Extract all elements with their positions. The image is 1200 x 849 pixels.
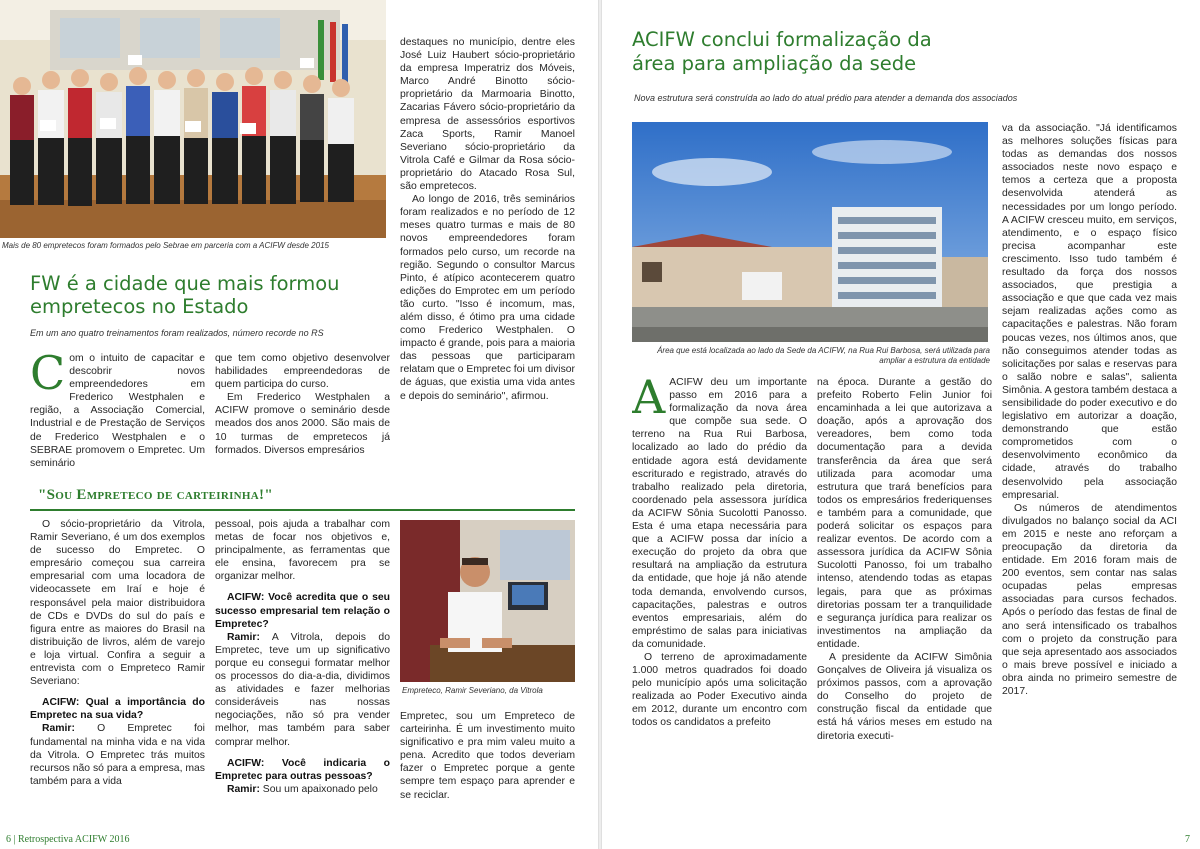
interview-question: ACIFW: Você indicaria o Empretec para outras pessoas? [215, 757, 390, 782]
interview-box-title: "Sou Empreteco de carteirinha!" [38, 487, 273, 503]
article-paragraph: O terreno de aproximadamente 1.000 metros quadrados foi doado pelo município após uma solicitação realizada ao Poder Executivo ainda em 2012, durante um encontro com todos os candidatos a prefeito [632, 651, 807, 729]
article-paragraph: Em Frederico Westphalen a ACIFW promove o seminário desde meados dos anos 2000. São mais de 10 turmas de empretecos já formados. Diversos empresários [215, 392, 390, 456]
interview-column-3 [400, 710, 575, 825]
interview-speaker: Ramir: [42, 723, 75, 735]
article-paragraph: Os números de atendimentos divulgados no balanço social da ACI em 2015 e neste ano reforçam a preocupação da diretoria da entidade. Em 2016 foram mais de 200 eventos, sem contar nas salas ocupadas pelas empresas associadas para cursos fechados. Após o período das festas de final de ano será intensificado os trabalhos com o projeto da construção para que seja apresentado aos associados o mais breve possível e iniciado a obra ainda no primeiro semestre de 2017. [1002, 502, 1177, 698]
interview-answer: Empretec, sou um Empreteco de carteirinha. É um investimento muito significativo e pra mim valeu muito a pena. Acredito que todos deveriam fazer o Empretec porque a gente sempre tem espaço para aprender e se reciclar. [400, 711, 575, 801]
article-column-2 [817, 376, 992, 828]
photo-caption: Mais de 80 empretecos foram formados pelo Sebrae em parceria com a ACIFW desde 2015 [2, 241, 329, 250]
article-paragraph: na época. Durante a gestão do prefeito Roberto Felin Junior foi encaminhada a lei que autorizava a doação, após a aprovação dos vereadores, bem como toda documentação para a devida transferência da área que será utilizada para acomodar uma estrutura que trará benefícios para todos os empresários frederiquenses e também para a comunidade, que poderá solicitar os espaços para realizar eventos. De acordo com a assessora jurídica da ACIFW Sônia Sucolotti Panosso, foi um trabalho intenso, atendendo todas as etapas legais, para que as próximas diretorias possam ter a tranquilidade e segurança jurídica para realizar os investimentos na ampliação da entidade. [817, 377, 992, 650]
group-photo [0, 0, 386, 238]
article-text: om o intuito de capacitar e descobrir novos empreendedores em Frederico Westphalen e região, a Associação Comercial, Industrial e de Prestação de Serviços de Frederico Westphalen e o SEBRAE promovem o Empretec. Um seminário [30, 353, 205, 469]
drop-cap: A [632, 376, 666, 424]
article-column-1 [632, 376, 807, 828]
article-paragraph: Ao longo de 2016, três seminários foram realizados e no período de 12 meses quatro turmas e mais de 80 novos empreendedores foram formados pelo curso, um recorde na região. Segundo o consultor Marcus Pinto, é atípico acontecerem quatro edições do Emprotec em um período tão curto. "Isso é incomum, mas, além disso, é ótimo pra uma cidade como Frederico Westphalen. O impacto é grande, pois para a maioria das pessoas que participaram relatam que o Empretec foi um divisor de águas, que existia uma vida antes e depois do seminário", afirmou. [400, 194, 575, 402]
right-page [602, 0, 1200, 849]
page-folio-left: 6 | Retrospectiva ACIFW 2016 [6, 834, 130, 845]
portrait-photo [400, 520, 575, 682]
article-column-2 [215, 352, 390, 477]
article-column-1 [30, 352, 205, 477]
drop-cap: C [30, 352, 66, 400]
interview-question: ACIFW: Você acredita que o seu sucesso empresarial tem relação o Empretec? [215, 592, 390, 630]
article-column-3 [1002, 122, 1177, 828]
interview-box-rule [30, 509, 575, 511]
interview-column-2 [215, 518, 390, 823]
page-subheadline: Em um ano quatro treinamentos foram realizados, número recorde no RS [30, 328, 324, 338]
page-headline: ACIFW conclui formalização da área para ampliação da sede [632, 28, 932, 75]
article-paragraph: A presidente da ACIFW Simônia Gonçalves de Oliveira já visualiza os próximos passos, com a aprovação do Conselho do projeto de construção fiscal da entidade que está há vários meses em estudo na diretoria executi- [817, 651, 992, 742]
page-subheadline: Nova estrutura será construída ao lado do atual prédio para atender a demanda dos associados [634, 93, 1018, 103]
interview-speaker: Ramir: [227, 631, 260, 643]
building-photo [632, 122, 988, 342]
interview-answer: pessoal, pois ajuda a trabalhar com metas de focar nos objetivos e, principalmente, as ferramentas que ele ensina, favorecem pra se organizar melhor. [215, 519, 390, 583]
article-paragraph: destaques no município, dentre eles José Luiz Haubert sócio-proprietário da empresa Imperatriz dos Móveis, Marco André Binotto sócio-proprietário da Marmoaria Binotto, Zacarias Fávero sócio-proprietário da empresa de assessórios esportivos Zaca Sports, Ramir Manoel Severiano sócio-proprietário da Vitrola Café e Gilmar da Rosa sócio-proprietário do Atacado Rosa Sul, são empretecos. [400, 37, 575, 193]
interview-answer: Sou um apaixonado pelo [259, 783, 378, 795]
left-page [0, 0, 598, 849]
interview-answer: O Empretec foi fundamental na minha vida e na vida da Vitrola. O Empretec trás muitos recursos não só para a empresa, mas também para a vida [30, 723, 205, 787]
interview-answer: A Vitrola, depois do Empretec, teve um up significativo porque eu consegui formatar melhor os processos do dia-a-dia, dividimos as atividades e fazer melhorias consideráveis nas nossas negociações, não só pra vender melhor, mas também para saber comprar melhor. [215, 631, 390, 748]
interview-speaker: Ramir: [227, 783, 260, 795]
interview-intro: O sócio-proprietário da Vitrola, Ramir Severiano, é um dos exemplos de sucesso do Empretec. O empresário começou sua carreira empresarial com uma locadora de videocassete em Iraí e hoje é responsável pela maior distribuidora de CDs e DVDs do sul do país e figura entre as maiores do Brasil na distribuição de livros, além de varejo e loja virtual. Confira a seguir a entrevista com o Empreteco Ramir Severiano: [30, 519, 205, 688]
article-column-3 [400, 36, 575, 478]
photo-caption: Área que está localizada ao lado da Sede da ACIFW, na Rua Rui Barbosa, será utilizada para ampliar a estrutura da entidade [657, 346, 990, 365]
article-paragraph: que tem como objetivo desenvolver habilidades empreendedoras de quem participa do curso. [215, 353, 390, 391]
article-text: ACIFW deu um importante passo em 2016 para a formalização da nova área que compõe sua sede. O terreno na Rua Rui Barbosa, localizado ao lado do prédio da entidade agora está devidamente escriturado e registrado, através do trabalho realizado pela diretoria, coordenado pela assessora jurídica da ACIFW Sônia Sucolotti Panosso. Esta é uma etapa necessária para que a ACIFW possa dar início a execução do projeto da obra que resultará na ampliação da estrutura da entidade, que hoje já não atende toda demanda, envolvendo cursos, capacitações, palestras e outros eventos empresariais, além do empréstimo de salas para iniciativas da comunidade. [632, 377, 807, 650]
article-paragraph: va da associação. "Já identificamos as melhores soluções físicas para todas as demandas dos nossos associados neste novo espaço e temos a certeza que a proposta desenvolvida atenderá as necessidades por um longo período. A ACIFW cresceu muito, em serviços, atendimento, e o espaço físico precisa acompanhar este crescimento. Isso tudo também é resultado da força dos nossos associados, que prestigia a associação e que que cada vez mais sejam realizadas ações como as capacitações e palestras. Não foram poucas vezes, nos últimos anos, que não conseguimos atender todas as solicitações por salas e reservas para o salão nobre e salas", salienta Simônia. A gestora também destaca a sensibilidade do poder executivo e do legislativo em autorizar a doação, demonstrando que estão comprometidos com o desenvolvimento econômico da cidade, através do trabalho desenvolvido pela associação empresarial. [1002, 123, 1177, 501]
portrait-caption: Empreteco, Ramir Severiano, da Vitrola [402, 686, 543, 695]
page-headline: FW é a cidade que mais formou empretecos no Estado [30, 272, 340, 318]
page-folio-right: 7 [1185, 834, 1190, 845]
interview-question: ACIFW: Qual a importância do Empretec na sua vida? [30, 697, 205, 722]
interview-column-1 [30, 518, 205, 823]
